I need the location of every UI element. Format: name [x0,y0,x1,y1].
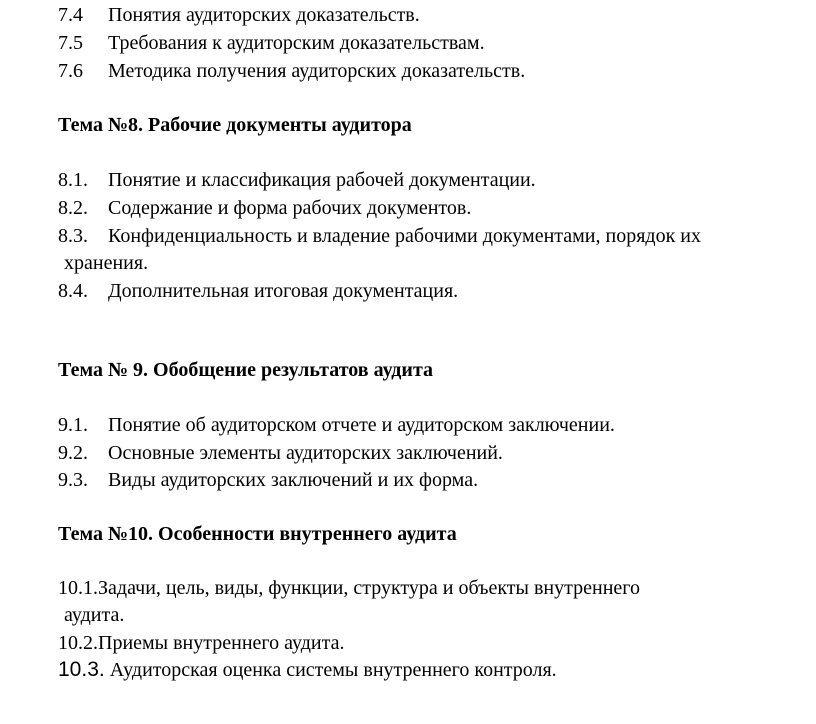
item-text: Понятия аудиторских доказательств. [108,4,420,26]
item-text: Приемы внутреннего аудита. [98,632,345,654]
item-text: Дополнительная итоговая документация. [108,280,459,302]
list-item-10-3 [58,658,557,682]
list-item-10-1 [58,576,640,600]
item-number: 7.5 [58,32,83,54]
list-item-9-1 [58,413,615,437]
item-number: 10.2. [58,632,98,654]
item-text: Требования к аудиторским доказательствам. [108,32,485,54]
item-number: 8.4. [58,280,88,302]
item-number: 9.1. [58,414,88,436]
item-text-continuation: аудита. [64,604,125,626]
item-number: 7.4 [58,4,83,26]
list-item-8-3-continuation [64,251,148,275]
list-item-7-4 [58,3,420,27]
item-number: 10.3. [58,658,105,681]
item-number: 8.1. [58,169,88,191]
item-text: Понятие и классификация рабочей документации. [108,169,536,191]
list-item-8-3 [58,224,701,248]
item-number: 8.2. [58,197,88,219]
topic-8-heading: Тема №8. Рабочие документы аудитора [58,114,412,136]
item-text: Содержание и форма рабочих документов. [108,197,472,219]
list-item-9-2 [58,441,503,465]
item-text: Методика получения аудиторских доказательств. [108,60,526,82]
item-number: 9.3. [58,469,88,491]
topic-10-heading: Тема №10. Особенности внутреннего аудита [58,523,457,545]
list-item-7-6 [58,59,525,83]
item-number: 8.3. [58,225,88,247]
list-item-9-3 [58,468,478,492]
list-item-8-1 [58,168,536,192]
item-text-continuation: хранения. [64,252,149,274]
item-number: 9.2. [58,442,88,464]
item-text: Аудиторская оценка системы внутреннего контроля. [104,659,557,681]
list-item-7-5 [58,31,485,55]
item-text: Задачи, цель, виды, функции, структура и объекты внутреннего [98,577,640,599]
list-item-8-4 [58,279,458,303]
item-text: Основные элементы аудиторских заключений. [108,442,503,464]
list-item-10-2 [58,631,344,655]
item-number: 7.6 [58,60,83,82]
item-text: Конфиденциальность и владение рабочими документами, порядок их [108,225,701,247]
topic-9-heading: Тема № 9. Обобщение результатов аудита [58,359,434,381]
list-item-10-1-continuation [64,603,124,627]
item-text: Виды аудиторских заключений и их форма. [108,469,479,491]
item-text: Понятие об аудиторском отчете и аудиторском заключении. [108,414,615,436]
list-item-8-2 [58,196,471,220]
item-number: 10.1. [58,577,98,599]
